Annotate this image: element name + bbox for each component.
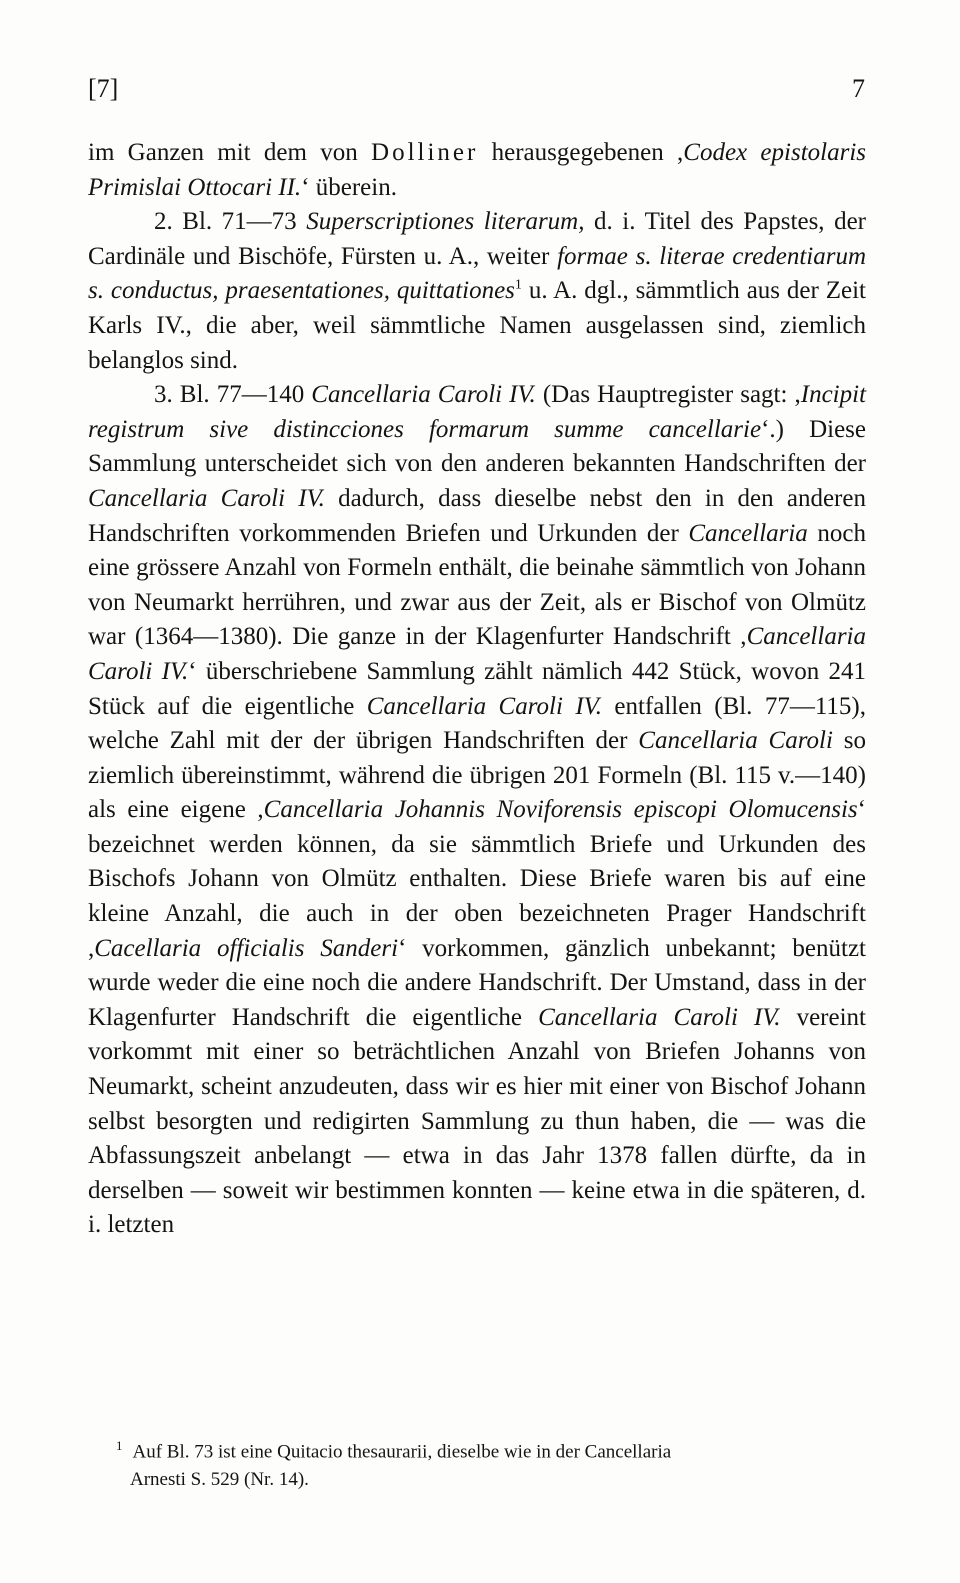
text-run: (Das Hauptregister sagt: , [535,381,801,409]
italic-title: Cacellaria officialis Sanderi [94,934,399,962]
italic-title: Cancellaria Johannis Noviforensis episcopi Olomucensis [263,796,858,824]
text-run: dadurch, dass dieselbe nebst den in den anderen Handschriften vorkommenden Briefen und Urkunden der [88,484,866,547]
italic-title: Codex epistolaris Primislai Ottocari II. [88,139,866,201]
footnote-line-2: Arnesti S. 529 (Nr. 14). [130,1469,309,1491]
text-run: vereint vorkommt mit einer so beträchtlichen Anzahl von Briefen Johanns von Neumarkt, scheint anzudeuten, dass wir es hier mit einer von Bischof Johann selbst besorgten und redigirten Sammlung zu thun haben, die — was die Abfassungszeit anbelangt — etwa in das Jahr 1378 fallen dürfte, da in derselben — soweit wir bestimmen konnten — keine etwa in die späteren, d. i. letzten [88,1003,866,1239]
footnote-text: Auf Bl. 73 ist eine Quitacio thesaurarii, dieselbe wie in der Cancellaria [132,1441,672,1463]
author-name: Dolliner [371,139,479,166]
italic-title: Incipit registrum sive distincciones formarum summe cancellarie [88,381,867,443]
text-run: d. i. Titel des Papstes, der Cardinäle und Bischöfe, Fürsten u. A., weiter [88,208,866,270]
footnote-ref: 1 [514,278,522,294]
italic-title: Cancellaria Caroli IV. [366,692,602,720]
italic-title: formae s. literae credentiarum s. conductus, praesentationes, quittationes [88,242,867,305]
text-run: so ziemlich übereinstimmt, während die übrigen 201 Formeln (Bl. 115 v.—140) als eine eigene , [88,727,866,824]
paragraph-3 [88,378,866,1243]
text-run: ‘ überein. [301,173,397,201]
page-number: 7 [852,74,865,103]
italic-title: Superscriptiones literarum, [306,208,585,236]
italic-title: Cancellaria Caroli IV. [88,484,325,512]
text-run: entfallen (Bl. 77—115), welche Zahl mit der der übrigen Handschriften der [88,692,866,755]
text-run: ‘ bezeichnet werden können, da sie sämmtlich Briefe und Urkunden des Bischofs Johann von Olmütz enthalten. Diese Briefe waren bis auf eine kleine Anzahl, die auch in der oben bezeichneten Prager Handschrift , [88,796,866,962]
text-run: 3. Bl. 77—140 [154,381,312,409]
italic-title: Cancellaria Caroli IV. [538,1003,781,1031]
text-run: ‘.) Diese Sammlung unterscheidet sich von den anderen bekannten Handschriften der [88,415,866,478]
italic-title: Cancellaria Caroli IV. [311,381,536,409]
paragraph-2 [88,205,866,378]
text-run: noch eine grössere Anzahl von Formeln enthält, die beinahe sämmtlich von Johann von Neumarkt herrühren, und zwar aus der Zeit, als er Bischof von Olmütz war (1364—1380). Die ganze in der Klagenfurter Handschrift , [88,519,866,651]
text-run: ‘ vorkommen, gänzlich unbekannt; benützt wurde weder die eine noch die andere Handschrift. Der Umstand, dass in der Klagenfurter Handschrift die eigentliche [88,934,866,1031]
text-run: u. A. dgl., sämmtlich aus der Zeit Karls IV., die aber, weil sämmtliche Namen ausgelassen sind, ziemlich belanglos sind. [88,277,866,374]
text-run: ‘ überschriebene Sammlung zählt nämlich 442 Stück, wovon 241 Stück auf die eigentliche [88,657,866,720]
paragraph-1 [88,136,866,205]
text-run: herausgegebenen , [478,139,684,166]
footnote [88,1432,866,1494]
italic-title: Cancellaria [688,519,808,547]
text-run: im Ganzen mit dem von [88,139,372,166]
italic-title: Cancellaria Caroli IV. [88,623,866,685]
body-text [88,136,866,1243]
footnote-mark: 1 [116,1438,123,1453]
page-marker: [7] [88,74,119,103]
text-run: 2. Bl. 71—73 [154,208,307,236]
italic-title: Cancellaria Caroli [638,727,833,755]
footnote-line-1 [88,1432,866,1466]
